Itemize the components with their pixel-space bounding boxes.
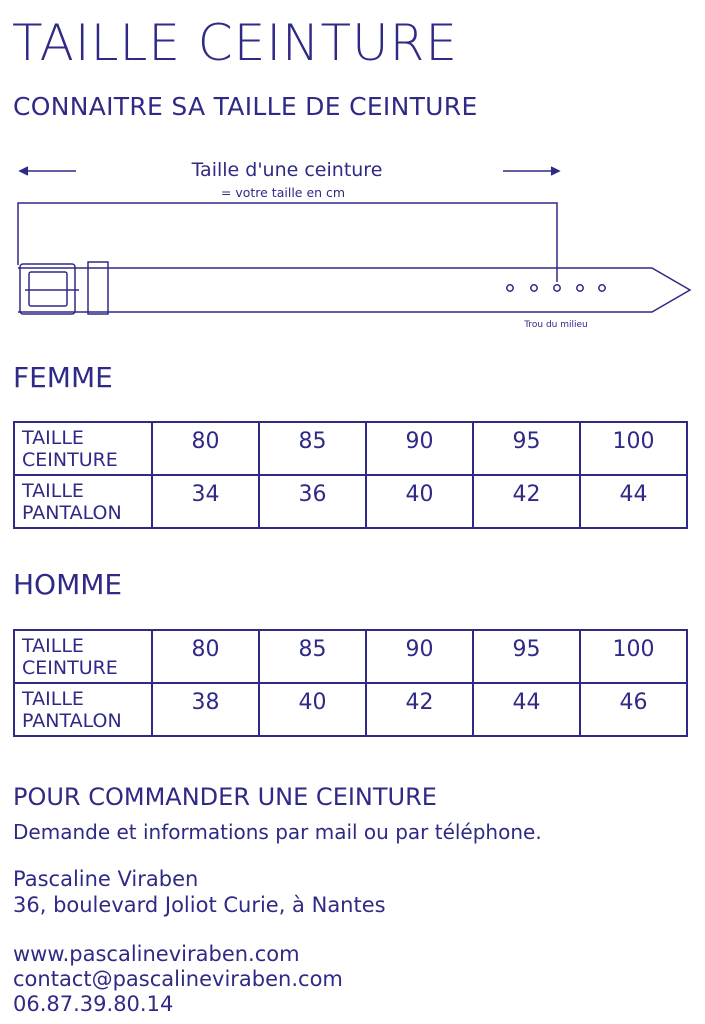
belt-hole — [531, 285, 537, 291]
phone-number[interactable]: 06.87.39.80.14 — [13, 992, 174, 1016]
table-cell: 46 — [580, 683, 687, 736]
table-cell: 85 — [259, 630, 366, 683]
email-link[interactable]: contact@pascalineviraben.com — [13, 967, 343, 991]
table-cell: 40 — [259, 683, 366, 736]
table-cell: 40 — [366, 475, 473, 528]
femme-heading: FEMME — [13, 361, 113, 394]
website-link[interactable]: www.pascalineviraben.com — [13, 942, 300, 966]
table-cell: 95 — [473, 630, 580, 683]
buckle-inner — [29, 272, 67, 306]
belt-hole — [577, 285, 583, 291]
table-cell: 34 — [152, 475, 259, 528]
table-row — [14, 422, 687, 475]
order-heading: POUR COMMANDER UNE CEINTURE — [13, 783, 437, 811]
page-title: TAILLE CEINTURE — [12, 14, 458, 72]
table-cell: 100 — [580, 630, 687, 683]
contact-name: Pascaline Viraben — [13, 867, 199, 891]
hole-label: Trou du milieu — [524, 320, 588, 330]
right-arrow-head — [551, 167, 559, 175]
femme-size-table — [13, 421, 688, 529]
row-label: TAILLE PANTALON — [14, 475, 152, 528]
row-label: TAILLE CEINTURE — [14, 422, 152, 475]
table-cell: 44 — [473, 683, 580, 736]
table-cell: 95 — [473, 422, 580, 475]
measurement-bracket — [18, 203, 557, 282]
belt-diagram — [0, 150, 705, 340]
belt-hole — [599, 285, 605, 291]
table-cell: 85 — [259, 422, 366, 475]
diagram-heading: Taille d'une ceinture — [191, 159, 383, 181]
table-row — [14, 630, 687, 683]
belt-hole — [507, 285, 513, 291]
homme-size-table — [13, 629, 688, 737]
table-cell: 36 — [259, 475, 366, 528]
table-cell: 38 — [152, 683, 259, 736]
table-cell: 42 — [366, 683, 473, 736]
table-cell: 42 — [473, 475, 580, 528]
table-cell: 90 — [366, 630, 473, 683]
order-info: Demande et informations par mail ou par téléphone. — [13, 820, 542, 844]
table-row — [14, 683, 687, 736]
belt-strap — [18, 268, 690, 312]
table-cell: 80 — [152, 630, 259, 683]
row-label: TAILLE CEINTURE — [14, 630, 152, 683]
contact-address: 36, boulevard Joliot Curie, à Nantes — [13, 893, 386, 917]
belt-hole-middle — [554, 285, 560, 291]
table-row — [14, 475, 687, 528]
table-cell: 80 — [152, 422, 259, 475]
page-subtitle: CONNAITRE SA TAILLE DE CEINTURE — [13, 92, 478, 121]
homme-heading: HOMME — [13, 568, 123, 601]
belt-keeper — [88, 262, 108, 314]
diagram-subheading: = votre taille en cm — [220, 185, 346, 200]
table-cell: 100 — [580, 422, 687, 475]
table-cell: 90 — [366, 422, 473, 475]
row-label: TAILLE PANTALON — [14, 683, 152, 736]
left-arrow-head — [20, 167, 28, 175]
table-cell: 44 — [580, 475, 687, 528]
